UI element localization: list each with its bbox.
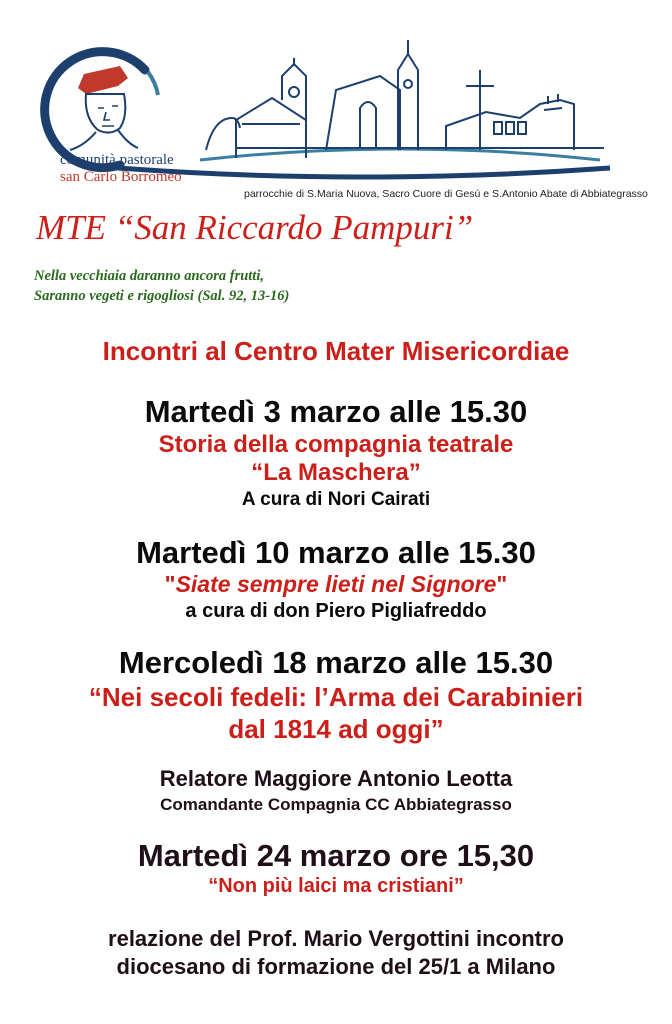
event-2-speaker: a cura di don Piero Pigliafreddo	[185, 600, 487, 622]
event-1-speaker: A cura di Nori Cairati	[241, 489, 431, 510]
logo-circle	[45, 52, 158, 168]
subtitle: Incontri al Centro Mater Misericordiae	[102, 336, 570, 366]
event-2-quote-close: "	[496, 571, 508, 597]
bible-quote	[34, 266, 289, 306]
quote-line1: Nella vecchiaia daranno ancora frutti,	[34, 268, 264, 284]
saint-portrait	[70, 66, 138, 150]
event-2-date: Martedì 10 marzo alle 15.30	[136, 535, 536, 570]
event-3-speaker-line2: Comandante Compagnia CC Abbiategrasso	[160, 795, 512, 814]
event-4-note-line1: relazione del Prof. Mario Vergottini incontro	[108, 926, 564, 951]
event-2-topic	[0, 571, 672, 598]
event-4-note-line2: diocesano di formazione del 25/1 a Milano	[116, 954, 556, 979]
logo-name	[60, 152, 182, 186]
event-3-date: Mercoledì 18 marzo alle 15.30	[118, 645, 554, 680]
event-2-quote-open: "	[164, 571, 176, 597]
event-4-date: Martedì 24 marzo ore 15,30	[137, 838, 535, 873]
parishes-text: parrocchie di S.Maria Nuova, Sacro Cuore di Gesù e S.Antonio Abate di Abbiategrasso	[244, 188, 648, 200]
event-3-topic-line2: dal 1814 ad oggi”	[228, 714, 444, 744]
event-2-topic-text: Siate sempre lieti nel Signore	[175, 571, 497, 597]
logo-swoosh	[118, 149, 610, 177]
event-1-topic-line1: Storia della compagnia teatrale	[158, 431, 514, 458]
event-1-date: Martedì 3 marzo alle 15.30	[144, 394, 528, 429]
event-4-topic: “Non più laici ma cristiani”	[208, 875, 464, 897]
event-3-speaker-line1: Relatore Maggiore Antonio Leotta	[159, 766, 513, 791]
logo-line1: comunità pastorale	[60, 152, 174, 168]
page-title: MTE “San Riccardo Pampuri”	[36, 208, 474, 247]
churches-skyline	[206, 40, 604, 158]
quote-line2: Saranno vegeti e rigogliosi (Sal. 92, 13-16)	[34, 288, 290, 304]
event-3-topic-line1: “Nei secoli fedeli: l’Arma dei Carabinieri	[88, 682, 584, 712]
logo-line2: san Carlo Borromeo	[60, 169, 182, 185]
event-1-topic-line2: “La Maschera”	[251, 459, 421, 486]
